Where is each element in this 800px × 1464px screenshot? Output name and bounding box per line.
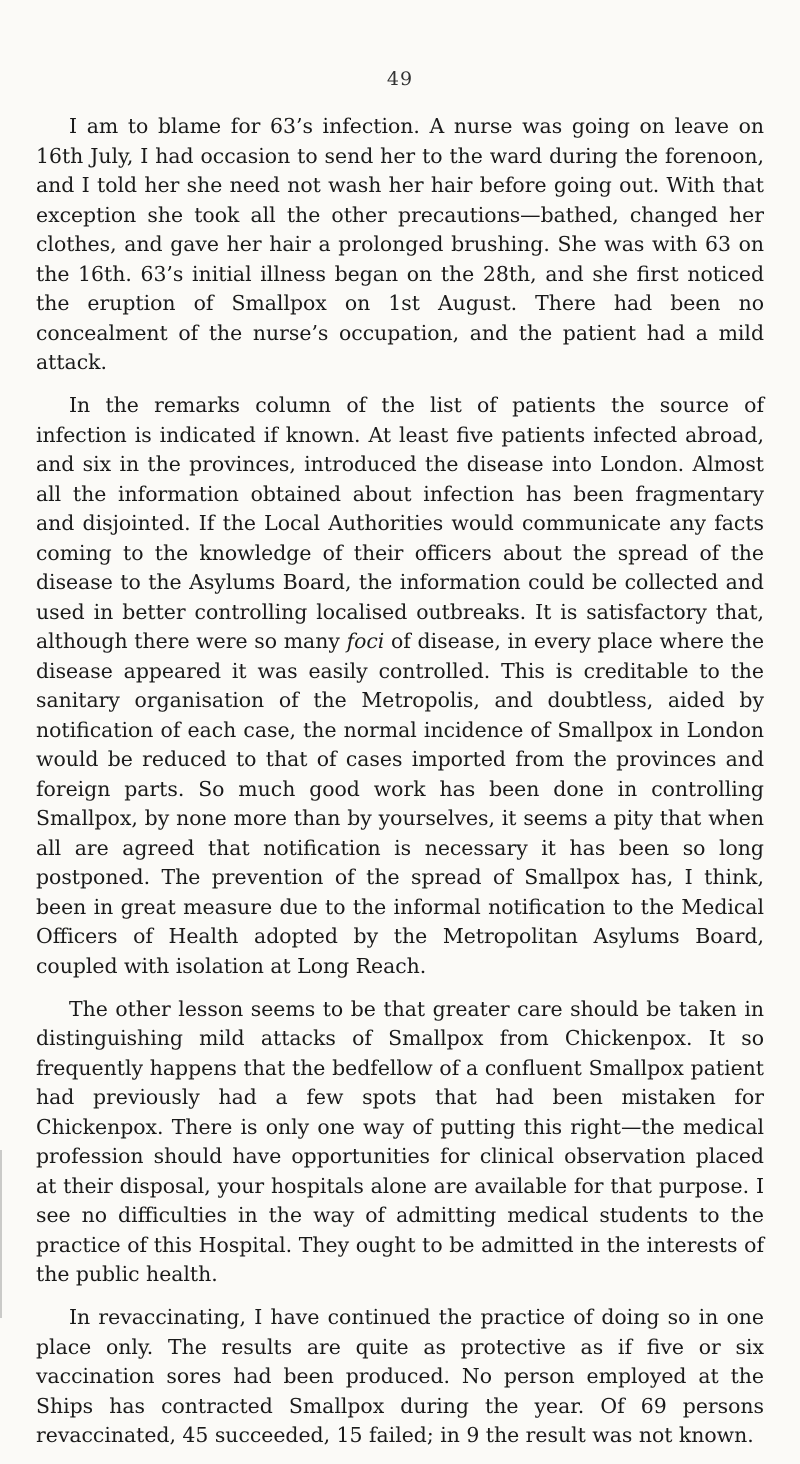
- page-number: 49: [386, 68, 414, 90]
- paragraph-text: In revaccinating, I have continued the practice of doing so in one place only. The results are quite as protective as if five or six vaccination sores had been produced. No person employed at the Ships has contracted Smallpox during the year. Of 69 persons revaccinated, 45 succeeded, 15 failed; in 9 the result was not known.: [36, 1305, 764, 1447]
- italic-term: foci: [346, 629, 385, 653]
- paragraph-nurse-infection: [36, 112, 764, 378]
- scan-margin-line: [0, 1150, 2, 1318]
- paragraph-revaccination: [36, 1303, 764, 1451]
- paragraph-source-of-infection: [36, 391, 764, 981]
- paragraph-text: In the remarks column of the list of patients the source of infection is indicated if known. At least five patients infected abroad, and six in the provinces, introduced the disease into London. Almost all the information obtained about infection has been fragmentary and disjointed. If the Local Authorities would communicate any facts coming to the knowledge of their officers about the spread of the disease to the Asylums Board, the information could be collected and used in better controlling localised outbreaks. It is satisfactory that, although there were so many: [36, 393, 764, 653]
- paragraph-text: The other lesson seems to be that greater care should be taken in distinguishing mild attacks of Smallpox from Chickenpox. It so frequently happens that the bedfellow of a confluent Smallpox patient had previously had a few spots that had been mistaken for Chickenpox. There is only one way of putting this right—the medical profession should have opportunities for clinical observation placed at their disposal, your hospitals alone are available for that purpose. I see no difficulties in the way of admitting medical students to the practice of this Hospital. They ought to be admitted in the interests of the public health.: [36, 996, 764, 1286]
- paragraph-text: I am to blame for 63’s infection. A nurse was going on leave on 16th July, I had occasion to send her to the ward during the forenoon, and I told her she need not wash her hair before going out. With that exception she took all the other precautions—bathed, changed her clothes, and gave her hair a prolonged brushing. She was with 63 on the 16th. 63’s initial illness began on the 28th, and she first noticed the eruption of Smallpox on 1st August. There had been no concealment of the nurse’s occupation, and the patient had a mild attack.: [36, 114, 764, 374]
- paragraph-chickenpox-lesson: [36, 995, 764, 1290]
- body-text: [36, 112, 764, 1464]
- paragraph-text-continued: of disease, in every place where the disease appeared it was easily controlled. This is creditable to the sanitary organisation of the Metropolis, and doubtless, aided by notification of each case, the normal incidence of Smallpox in London would be reduced to that of cases imported from the provinces and foreign parts. So much good work has been done in controlling Smallpox, by none more than by yourselves, it seems a pity that when all are agreed that notification is necessary it has been so long postponed. The prevention of the spread of Smallpox has, I think, been in great measure due to the informal notification to the Medical Officers of Health adopted by the Metropolitan Asylums Board, coupled with isolation at Long Reach.: [36, 629, 765, 978]
